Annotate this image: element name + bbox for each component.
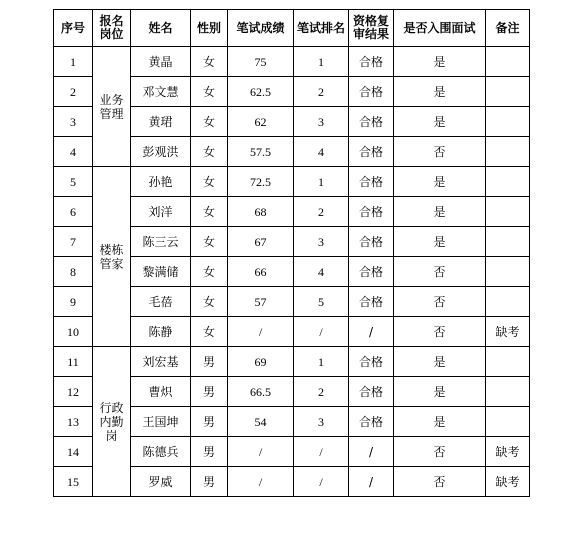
cell-name: 孙艳: [131, 167, 191, 197]
cell-name: 黎满储: [131, 257, 191, 287]
cell-score: 57.5: [228, 137, 294, 167]
cell-review: 合格: [349, 407, 394, 437]
cell-no: 6: [54, 197, 93, 227]
cell-name: 邓文慧: [131, 77, 191, 107]
cell-gender: 女: [191, 317, 228, 347]
cell-interview: 是: [394, 167, 486, 197]
results-table: [53, 9, 530, 497]
cell-name: 黄晶: [131, 47, 191, 77]
cell-review: 合格: [349, 47, 394, 77]
cell-gender: 女: [191, 257, 228, 287]
cell-name: 彭观洪: [131, 137, 191, 167]
cell-remark: [486, 227, 530, 257]
cell-name: 陈静: [131, 317, 191, 347]
cell-name: 曹炽: [131, 377, 191, 407]
cell-name: 黄珺: [131, 107, 191, 137]
header-row: [54, 10, 530, 47]
cell-rank: 1: [294, 47, 349, 77]
cell-gender: 女: [191, 107, 228, 137]
cell-rank: 2: [294, 197, 349, 227]
cell-rank: 4: [294, 257, 349, 287]
cell-rank: /: [294, 467, 349, 497]
cell-no: 8: [54, 257, 93, 287]
cell-position: 业务管理: [93, 47, 131, 167]
cell-review: 合格: [349, 377, 394, 407]
cell-review: 合格: [349, 257, 394, 287]
cell-name: 陈德兵: [131, 437, 191, 467]
cell-score: 62.5: [228, 77, 294, 107]
cell-remark: [486, 197, 530, 227]
cell-gender: 女: [191, 227, 228, 257]
cell-score: /: [228, 467, 294, 497]
cell-gender: 女: [191, 167, 228, 197]
cell-remark: [486, 107, 530, 137]
cell-rank: 3: [294, 107, 349, 137]
cell-no: 11: [54, 347, 93, 377]
cell-rank: 2: [294, 377, 349, 407]
cell-interview: 是: [394, 197, 486, 227]
cell-review: 合格: [349, 77, 394, 107]
cell-no: 14: [54, 437, 93, 467]
cell-review: 合格: [349, 107, 394, 137]
cell-no: 3: [54, 107, 93, 137]
cell-no: 10: [54, 317, 93, 347]
cell-interview: 是: [394, 77, 486, 107]
cell-name: 王国坤: [131, 407, 191, 437]
cell-gender: 男: [191, 407, 228, 437]
cell-interview: 否: [394, 317, 486, 347]
cell-remark: [486, 257, 530, 287]
cell-no: 1: [54, 47, 93, 77]
cell-interview: 是: [394, 227, 486, 257]
cell-name: 罗威: [131, 467, 191, 497]
cell-score: /: [228, 437, 294, 467]
cell-gender: 男: [191, 467, 228, 497]
cell-name: 陈三云: [131, 227, 191, 257]
cell-rank: 2: [294, 77, 349, 107]
cell-remark: [486, 167, 530, 197]
table-row: [54, 347, 530, 377]
cell-interview: 否: [394, 467, 486, 497]
cell-remark: [486, 287, 530, 317]
cell-score: 72.5: [228, 167, 294, 197]
cell-interview: 否: [394, 257, 486, 287]
cell-score: 62: [228, 107, 294, 137]
cell-score: 69: [228, 347, 294, 377]
cell-rank: /: [294, 437, 349, 467]
cell-name: 刘宏基: [131, 347, 191, 377]
cell-no: 13: [54, 407, 93, 437]
cell-remark: [486, 347, 530, 377]
cell-interview: 是: [394, 377, 486, 407]
cell-gender: 女: [191, 197, 228, 227]
cell-review: 合格: [349, 227, 394, 257]
cell-remark: [486, 47, 530, 77]
cell-review: /: [349, 467, 394, 497]
cell-score: 66: [228, 257, 294, 287]
cell-rank: 3: [294, 407, 349, 437]
cell-review: 合格: [349, 347, 394, 377]
header-remark: 备注: [486, 10, 530, 47]
cell-interview: 否: [394, 137, 486, 167]
cell-no: 9: [54, 287, 93, 317]
cell-score: 54: [228, 407, 294, 437]
cell-rank: 1: [294, 347, 349, 377]
cell-no: 5: [54, 167, 93, 197]
cell-interview: 是: [394, 107, 486, 137]
cell-name: 刘洋: [131, 197, 191, 227]
cell-gender: 女: [191, 137, 228, 167]
header-position: 报名岗位: [93, 10, 131, 47]
cell-interview: 是: [394, 407, 486, 437]
cell-score: 75: [228, 47, 294, 77]
cell-gender: 女: [191, 77, 228, 107]
cell-no: 4: [54, 137, 93, 167]
cell-rank: 3: [294, 227, 349, 257]
cell-name: 毛蓓: [131, 287, 191, 317]
cell-remark: [486, 77, 530, 107]
cell-no: 7: [54, 227, 93, 257]
cell-rank: 5: [294, 287, 349, 317]
header-gender: 性别: [191, 10, 228, 47]
cell-no: 2: [54, 77, 93, 107]
table-row: [54, 47, 530, 77]
cell-gender: 女: [191, 287, 228, 317]
cell-remark: [486, 407, 530, 437]
cell-remark: [486, 137, 530, 167]
header-review: 资格复审结果: [349, 10, 394, 47]
cell-review: 合格: [349, 167, 394, 197]
cell-rank: /: [294, 317, 349, 347]
header-rank: 笔试排名: [294, 10, 349, 47]
cell-interview: 是: [394, 347, 486, 377]
cell-no: 12: [54, 377, 93, 407]
header-interview: 是否入围面试: [394, 10, 486, 47]
cell-gender: 女: [191, 47, 228, 77]
cell-gender: 男: [191, 377, 228, 407]
cell-score: 66.5: [228, 377, 294, 407]
cell-review: 合格: [349, 287, 394, 317]
cell-score: /: [228, 317, 294, 347]
cell-remark: 缺考: [486, 437, 530, 467]
cell-remark: 缺考: [486, 317, 530, 347]
cell-rank: 1: [294, 167, 349, 197]
cell-score: 67: [228, 227, 294, 257]
cell-score: 68: [228, 197, 294, 227]
header-no: 序号: [54, 10, 93, 47]
cell-interview: 否: [394, 287, 486, 317]
cell-review: 合格: [349, 197, 394, 227]
cell-score: 57: [228, 287, 294, 317]
cell-review: /: [349, 437, 394, 467]
cell-remark: [486, 377, 530, 407]
cell-interview: 是: [394, 47, 486, 77]
cell-review: /: [349, 317, 394, 347]
cell-position: 楼栋管家: [93, 167, 131, 347]
table-body: [54, 47, 530, 497]
cell-no: 15: [54, 467, 93, 497]
cell-gender: 男: [191, 347, 228, 377]
cell-review: 合格: [349, 137, 394, 167]
cell-gender: 男: [191, 437, 228, 467]
cell-rank: 4: [294, 137, 349, 167]
cell-interview: 否: [394, 437, 486, 467]
cell-remark: 缺考: [486, 467, 530, 497]
header-name: 姓名: [131, 10, 191, 47]
cell-position: 行政内勤岗: [93, 347, 131, 497]
table-row: [54, 167, 530, 197]
header-score: 笔试成绩: [228, 10, 294, 47]
